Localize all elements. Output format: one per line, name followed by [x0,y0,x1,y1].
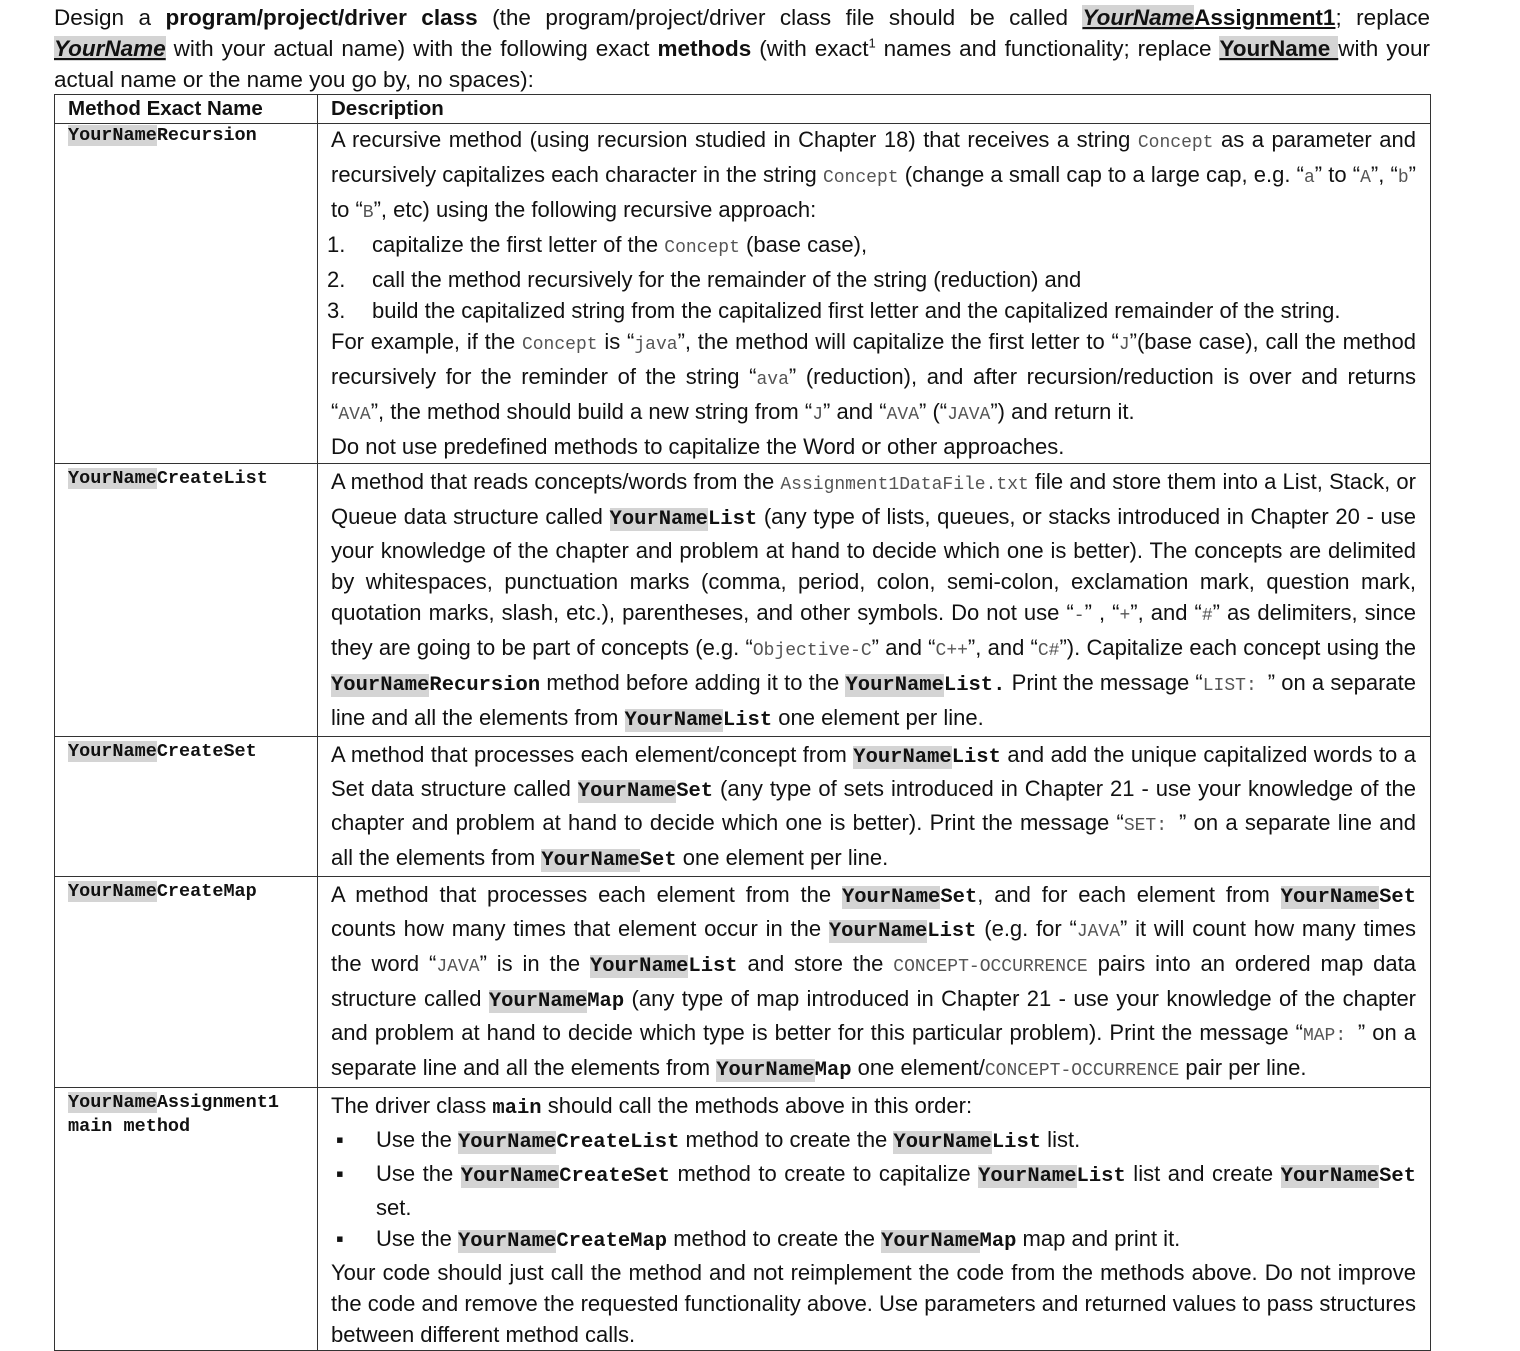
code-text: CONCEPT-OCCURRENCE [984,1061,1180,1081]
text: ”, the method should build a new string from “ [370,399,813,424]
method-name-cell [55,464,318,737]
description-paragraph [331,124,1416,229]
item-text: build the capitalized string from the capitalized first letter and the capitalized remainder of the string. [372,298,1341,323]
identifier-placeholder: YourName [460,1165,560,1188]
text: A method that processes each element/concept from [331,742,854,767]
identifier-suffix: List [722,709,773,732]
example-paragraph [331,326,1416,431]
text: (any type of map introduced in Chapter 21 - use your knowledge of the chapter and problem at hand to decide which type is better for this particular problem). Print the message “ [331,986,1416,1045]
text: ” (“ [919,399,948,424]
identifier-placeholder: YourName [331,674,430,697]
code-text: JAVA [1076,922,1121,942]
intro-text: with your actual name) with the following exact [165,36,658,61]
text: and add the unique capitalized words to a Set data structure called [331,742,1416,801]
code-text: Concept [1137,133,1214,153]
text: (change a small cap to a large cap, e.g. “ [898,162,1304,187]
text: list and create [1125,1161,1281,1186]
identifier-suffix: Map [979,1230,1017,1253]
intro-text: with your actual name or the name you go by, no spaces): [54,36,1431,92]
text: , and for each element from [977,882,1281,907]
identifier-placeholder: YourName [541,849,640,872]
method-name-placeholder: YourName [68,881,157,902]
text: ” it will count how many times the word “ [331,916,1417,976]
text: method to create the [679,1127,894,1152]
method-description-cell [318,1088,1431,1351]
code-text: J [1118,335,1130,355]
text: ” to “ [331,162,1416,222]
text: one element per line. [676,845,889,870]
text: Use the [376,1226,458,1251]
identifier-placeholder: YourName [488,990,588,1013]
intro-text: ; replace [1335,5,1430,30]
identifier-placeholder: YourName [841,886,941,909]
text: method to create to capitalize [669,1161,979,1186]
bullet-item [331,1124,1416,1158]
code-text: + [1119,606,1131,626]
identifier-placeholder: YourName [893,1131,992,1154]
text: (base case), [739,232,868,257]
method-name-cell [55,1088,318,1351]
intro-bold-class: program/project/driver class [165,5,478,30]
filename-suffix: Assignment1 [1194,5,1336,30]
identifier-suffix: Set [940,886,978,909]
identifier-suffix: List [927,920,977,943]
text: method to create the [667,1226,882,1251]
text: A method that processes each element from the [331,882,842,907]
text: ”). Capitalize each concept using the [1059,635,1416,660]
text: A method that reads concepts/words from the [331,469,781,494]
name-placeholder: YourName [1219,36,1339,61]
code-text: C# [1037,641,1060,661]
text: pairs into an ordered map data structure called [331,951,1416,1011]
bullet-mark: ▪ [336,1226,344,1251]
numbered-item [327,264,1416,295]
bullet-item [331,1223,1416,1257]
text: one element per line. [772,705,984,730]
text: ” to “ [1314,162,1361,187]
code-text: a [1303,168,1315,188]
text: ” on a separate line and all the elements from [331,670,1417,730]
text: file and store them into a List, Stack, or Queue data structure called [331,469,1416,529]
table-row [55,124,1431,464]
text: as a parameter and recursively capitalizes each character in the string [331,127,1416,187]
method-description-cell [318,877,1431,1088]
text: should call the methods above in this order: [541,1093,973,1118]
identifier-placeholder: YourName [716,1059,815,1082]
item-number: 3. [327,298,346,323]
identifier-placeholder: YourName [828,920,928,943]
text: capitalize the first letter of the [372,232,665,257]
code-text: C++ [935,641,968,661]
text: ” (reduction), and after recursion/reduction is over and returns “ [331,364,1416,424]
text: map and print it. [1016,1226,1181,1251]
code-text: ava [756,370,789,390]
identifier-placeholder: YourName [845,674,944,697]
identifier-suffix: List [1076,1165,1126,1188]
item-number: 2. [327,267,346,292]
identifier-suffix: List [943,674,994,697]
identifier-placeholder: YourName [609,508,708,531]
text: counts how many times that element occur in the [331,916,829,941]
item-number: 1. [327,232,346,257]
identifier-placeholder: YourName [853,746,952,769]
identifier-placeholder: YourName [978,1165,1077,1188]
methods-table [54,94,1431,1351]
text: and store the [737,951,894,976]
identifier-suffix: List [951,746,1001,769]
method-name-suffix: CreateList [156,468,268,489]
identifier-placeholder: YourName [589,955,689,978]
item-text: call the method recursively for the remainder of the string (reduction) and [372,267,1082,292]
identifier-suffix: List [707,508,758,531]
numbered-item [327,229,1416,264]
method-name-placeholder: YourName [68,468,157,489]
text: ” , “ [1084,600,1120,625]
text: ” and “ [871,635,936,660]
text: ” on a separate line and all the elements from [331,1020,1416,1080]
bullet-mark: ▪ [336,1161,344,1186]
bullet-text [376,1223,1416,1257]
identifier-suffix: Recursion [429,674,541,697]
method-name-cell [55,877,318,1088]
text: A recursive method (using recursion studied in Chapter 18) that receives a string [331,127,1138,152]
code-text: - [1073,606,1085,626]
text: Print the message “ [1005,670,1203,695]
code-text: # [1201,606,1213,626]
bullet-item [331,1158,1416,1223]
method-name-suffix: Recursion [156,125,257,146]
identifier-punct: . [993,674,1006,697]
method-name-suffix: CreateMap [156,881,257,902]
text: (e.g. for “ [976,916,1077,941]
code-text: Concept [664,238,740,258]
code-text: AVA [886,405,919,425]
footnote-marker: 1 [868,35,876,51]
identifier-suffix: Set [1379,1165,1416,1188]
identifier-main: main [492,1097,542,1120]
identifier-suffix: CreateList [556,1131,680,1154]
filename-placeholder: YourName [1082,5,1195,30]
identifier-placeholder: YourName [624,709,723,732]
text: ”, and “ [967,635,1038,660]
identifier-suffix: Set [676,780,714,803]
intro-text: (with exact [751,36,869,61]
code-text: JAVA [947,405,991,425]
code-text: B [362,203,374,223]
method-name-suffix: CreateSet [156,741,257,762]
text: ” on a separate line and all the elements from [331,810,1416,870]
description-paragraph [331,1090,1416,1124]
header-method-name: Method Exact Name [55,95,318,124]
identifier-suffix: Map [814,1059,852,1082]
code-text: Objective-C [752,641,872,661]
text: ”(base case), call the method recursively for the reminder of the string “ [331,329,1416,389]
text: method before adding it to the [540,670,846,695]
name-placeholder: YourName [54,36,166,61]
identifier-placeholder: YourName [457,1131,557,1154]
code-text: java [634,335,678,355]
text: For example, if the [331,329,522,354]
code-text: b [1397,168,1409,188]
table-row [55,877,1431,1088]
intro-paragraph [54,2,1430,95]
text: Use the [376,1127,458,1152]
code-text: LIST: [1202,676,1268,696]
code-text: JAVA [436,957,480,977]
text: list. [1041,1127,1081,1152]
method-name-suffix: Assignment1 [156,1092,279,1113]
identifier-suffix: CreateSet [559,1165,670,1188]
code-text: CONCEPT-OCCURRENCE [893,957,1088,977]
intro-text: (the program/project/driver class file should be called [477,5,1083,30]
note-paragraph: Do not use predefined methods to capitalize the Word or other approaches. [331,434,1065,459]
identifier-placeholder: YourName [577,780,677,803]
text: Use the [376,1161,461,1186]
method-description-cell [318,464,1431,737]
identifier-suffix: List [688,955,738,978]
intro-text: Design a [54,5,166,30]
code-text: A [1360,168,1371,188]
method-name-placeholder: YourName [68,125,157,146]
table-row [55,464,1431,737]
closing-paragraph: Your code should just call the method and not reimplement the code from the methods above. Do not improve the code and remove the requested functionality above. Use parameters and returned values to pass structures between different method calls. [331,1260,1416,1347]
method-description-cell [318,737,1431,877]
method-name-cell [55,737,318,877]
identifier-suffix: Map [587,990,625,1013]
text: is “ [597,329,635,354]
table-row [55,737,1431,877]
text: ”, the method will capitalize the first letter to “ [677,329,1119,354]
identifier-placeholder: YourName [457,1230,557,1253]
method-name-placeholder: YourName [68,741,157,762]
method-name-cell [55,124,318,464]
numbered-item [327,295,1416,326]
text: pair per line. [1179,1055,1307,1080]
bullet-mark: ▪ [336,1127,344,1152]
method-name-line [68,1091,317,1115]
method-name-line: main method [68,1116,191,1137]
intro-bold-methods: methods [657,36,752,61]
table-header-row [55,95,1431,124]
text: The driver class [331,1093,493,1118]
header-description: Description [318,95,1431,124]
text: ”, “ [1370,162,1398,187]
text: ”) and return it. [990,399,1135,424]
code-text: J [812,405,823,425]
text: ” and “ [823,399,887,424]
identifier-suffix: Set [639,849,677,872]
text: ” is in the [479,951,590,976]
code-text: AVA [338,405,371,425]
code-text: Concept [822,168,899,188]
text: ”, etc) using the following recursive approach: [373,197,817,222]
text: set. [376,1195,412,1220]
text: ” as delimiters, since they are going to be part of concepts (e.g. “ [331,600,1416,660]
text: (any type of lists, queues, or stacks introduced in Chapter 20 - use your knowledge of the chapter and problem at hand to decide which one is better). The concepts are delimited by whitespaces, punctuation marks (comma, period, colon, semi-colon, exclamation mark, question mark, quotation marks, slash, etc.), parentheses, and other symbols. Do not use “ [331,504,1416,625]
code-text: Concept [521,335,598,355]
bullet-text [376,1158,1416,1223]
method-name-placeholder: YourName [68,1092,157,1113]
item-text [372,229,1416,264]
text: one element/ [851,1055,985,1080]
text: ”, and “ [1130,600,1202,625]
code-text: Assignment1DataFile.txt [780,475,1029,495]
identifier-suffix: Set [1379,886,1416,909]
text: (any type of sets introduced in Chapter 21 - use your knowledge of the chapter and problem at hand to decide which one is better). Print the message “ [331,776,1416,835]
bullet-text [376,1124,1416,1158]
identifier-placeholder: YourName [881,1230,980,1253]
intro-text: names and functionality; replace [875,36,1220,61]
identifier-placeholder: YourName [1280,886,1380,909]
identifier-placeholder: YourName [1280,1165,1380,1188]
identifier-suffix: List [991,1131,1042,1154]
table-row [55,1088,1431,1351]
identifier-suffix: CreateMap [556,1230,668,1253]
method-description-cell [318,124,1431,464]
code-text: MAP: [1302,1026,1358,1046]
code-text: SET: [1123,816,1179,836]
